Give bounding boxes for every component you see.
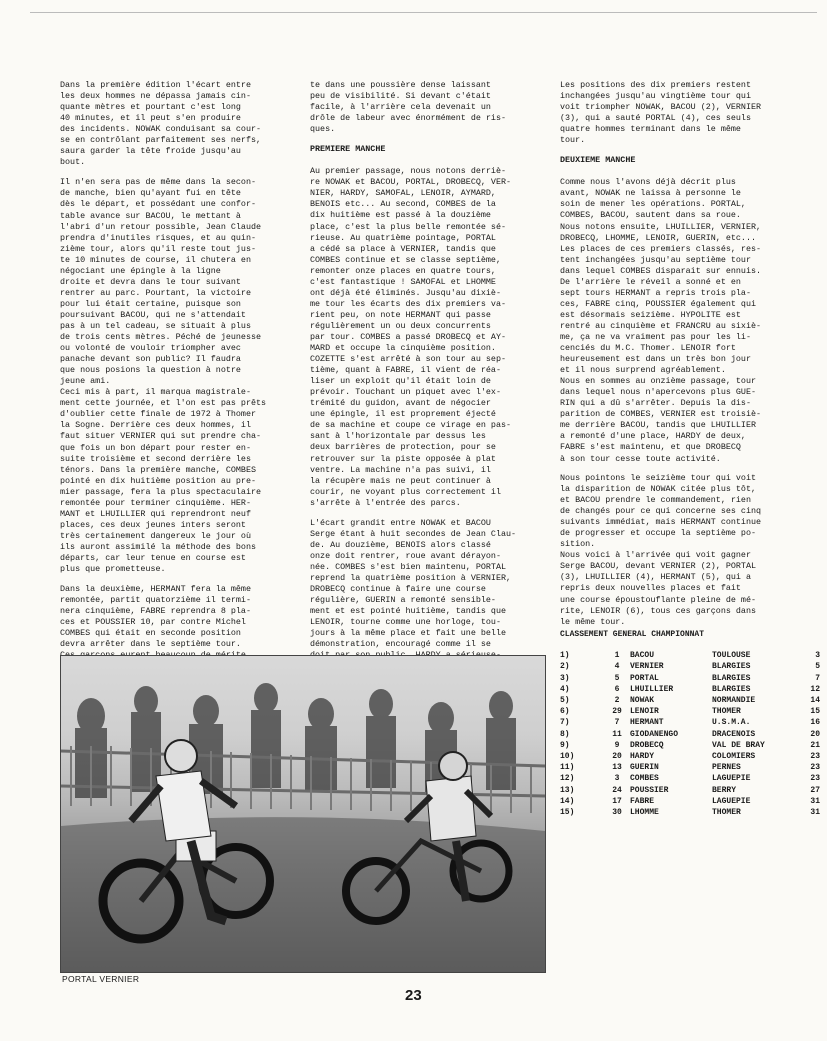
standings-bib-number: 2 xyxy=(614,696,620,706)
standings-rider-name: BACOU xyxy=(630,651,655,661)
standings-row xyxy=(560,661,820,672)
standings-rider-name: HERMANT xyxy=(630,718,664,728)
standings-points: 14 xyxy=(810,696,820,706)
standings-points: 23 xyxy=(810,763,820,773)
standings-row xyxy=(560,695,820,706)
standings-club-name: BERRY xyxy=(712,785,737,795)
standings-club-name: DRACENOIS xyxy=(712,729,756,739)
paragraph: Dans la deuxième, HERMANT fera la même remontée, partit quatorzième il termi- nera cinquième, FABRE reprendra 8 pla- ces et POUSSIER 10, par contre Michel COMBES qui était en seconde position devra arrêter dans le septième tour. xyxy=(60,584,251,650)
standings-bib-number: 30 xyxy=(612,808,622,818)
photo-caption: PORTAL VERNIER xyxy=(62,974,140,984)
standings-table xyxy=(560,650,820,818)
standings-rank: 8) xyxy=(560,729,570,739)
standings-row xyxy=(560,807,820,818)
standings-club-name: VAL DE BRAY xyxy=(712,740,765,750)
standings-points: 31 xyxy=(810,808,820,818)
standings-points: 23 xyxy=(810,752,820,762)
standings-row xyxy=(560,751,820,762)
article-column-3 xyxy=(560,80,810,627)
standings-rider-name: DROBECQ xyxy=(630,740,664,750)
article-column-2 xyxy=(310,80,545,692)
standings-row xyxy=(560,717,820,728)
standings-club-name: LAGUEPIE xyxy=(712,796,751,806)
standings-row xyxy=(560,796,820,807)
standings-row xyxy=(560,773,820,784)
standings-row xyxy=(560,785,820,796)
standings-row xyxy=(560,740,820,751)
standings-points: 12 xyxy=(810,684,820,694)
championship-standings xyxy=(560,629,820,818)
motocross-riders-image xyxy=(61,656,545,972)
standings-rider-name: HARDY xyxy=(630,752,655,762)
standings-rank: 4) xyxy=(560,684,570,694)
paragraph: Les positions des dix premiers restent inchangées jusqu'au vingtième tour qui voit triompher NOWAK, BACOU (2), VERNIER (3), qui a sauté PORTAL (4), ces seuls quatre hommes terminant dans le même tour. xyxy=(560,80,762,146)
standings-rank: 13) xyxy=(560,785,575,795)
standings-club-name: BLARGIES xyxy=(712,662,751,672)
standings-club-name: BLARGIES xyxy=(712,673,751,683)
paragraph: Au premier passage, nous notons derriè- re NOWAK et BACOU, PORTAL, DROBECQ, VER- NIER, HARDY, SAMOFAL, LENOIR, AYMARD, BENOIS etc... Au second, COMBES de la dix huitième est passé à la douzième place, c'est la plus belle remontée sé- rieuse. Au quatrième pointage, PORTAL a cédé sa place à VERNIER, tandis que COMBES continue et se classe septième, remonter onze places en quatre tours, c'est fantastique ! SAMOFAL et LHOMME ont déjà été éliminés. Jusqu'au dixiè- me tour les écarts des dix premiers va- rient peu, on note HERMANT qui passe régulièrement un ou deux concurrents par tour. COMBES a passé DROBECQ et AY- MARD et occupe la cinquième position. COZETTE s'est arrêté à son tour au sep- tième, quant à FABRE, il vient de réa- liser un exploit qu'il était loin de prévoir. Touchant un piquet avec l'ex- trémité du guidon, avant de négocier une épingle, il est proprement éjecté de sa machine et coupe ce virage en pas- sant à l'horizontale par dessus les deux barrières de protection, pour se retrouver sur la piste opposée à plat ventre. La machine n'a pas suivi, il la récupère mais ne peut continuer à courir, ne voyant plus correctement il s'arrête à l'entrée des parcs. xyxy=(310,166,512,508)
standings-rider-name: GUERIN xyxy=(630,763,659,773)
article-column-1 xyxy=(60,80,295,704)
standings-rider-name: NOWAK xyxy=(630,696,655,706)
standings-points: 15 xyxy=(810,707,820,717)
standings-bib-number: 1 xyxy=(614,651,620,661)
standings-points: 7 xyxy=(815,673,820,683)
standings-bib-number: 11 xyxy=(612,729,622,739)
standings-rank: 10) xyxy=(560,752,575,762)
standings-club-name: LAGUEPIE xyxy=(712,774,751,784)
standings-rank: 15) xyxy=(560,808,575,818)
standings-bib-number: 20 xyxy=(612,752,622,762)
standings-club-name: THOMER xyxy=(712,707,741,717)
standings-rank: 7) xyxy=(560,718,570,728)
standings-row xyxy=(560,673,820,684)
race-photo xyxy=(60,655,546,973)
paragraph: te dans une poussière dense laissant peu de visibilité. Si devant c'était facile, à l'arrière cela devenait un drôle de labeur avec énormément de ris- ques. xyxy=(310,80,507,135)
section-heading-deuxieme-manche: DEUXIEME MANCHE xyxy=(560,155,636,166)
standings-rider-name: POUSSIER xyxy=(630,785,669,795)
page-number: 23 xyxy=(405,987,422,1004)
standings-row xyxy=(560,729,820,740)
standings-rank: 1) xyxy=(560,651,570,661)
standings-rider-name: PORTAL xyxy=(630,673,659,683)
standings-rider-name: LHOMME xyxy=(630,808,659,818)
standings-points: 16 xyxy=(810,718,820,728)
standings-bib-number: 5 xyxy=(614,673,620,683)
standings-bib-number: 29 xyxy=(612,707,622,717)
standings-rank: 12) xyxy=(560,774,575,784)
standings-rank: 2) xyxy=(560,662,570,672)
standings-row xyxy=(560,650,820,661)
standings-rank: 6) xyxy=(560,707,570,717)
standings-rider-name: VERNIER xyxy=(630,662,664,672)
standings-points: 27 xyxy=(810,785,820,795)
standings-rank: 5) xyxy=(560,696,570,706)
standings-points: 23 xyxy=(810,774,820,784)
standings-rider-name: FABRE xyxy=(630,796,655,806)
standings-bib-number: 4 xyxy=(614,662,620,672)
paragraph: Nous pointons le seizième tour qui voit la disparition de NOWAK citée plus tôt, et BACOU prendre le commandement, rien de changés pour ce qui concerne ses cinq suivants immédiat, mais HERMANT continue de progresser et occupe la septième po- sition. Nous voici à l'arrivée qui voit gagner Serge BACOU, devant VERNIER (2), PORTAL (3), LHUILLIER (4), HERMANT (5), qui a repris deux nouvelles places et fait une course époustouflante pleine de mé- rite, LENOIR (6), tous ces garçons dans le même tour. xyxy=(560,473,762,627)
standings-bib-number: 13 xyxy=(612,763,622,773)
standings-rider-name: LENOIR xyxy=(630,707,659,717)
standings-rank: 3) xyxy=(560,673,570,683)
standings-club-name: TOULOUSE xyxy=(712,651,751,661)
standings-club-name: U.S.M.A. xyxy=(712,718,751,728)
standings-rank: 9) xyxy=(560,740,570,750)
paragraph: Il n'en sera pas de même dans la secon- de manche, bien qu'ayant fui en tête dès le départ, et possédant une confor- table avance sur BACOU, le mettant à l'abri d'un retour possible, Jean Claude prendra d'inutiles risques, et au quin- zième tour, alors qu'il reste tout jus- te 10 minutes de course, il chutera en négociant une épingle à la ligne droite et devra dans le tour suivant rentrer au parc. Pourtant, la victoire pour lui était certaine, puisque son poursuivant BACOU, qui ne s'attendait pas à un tel cadeau, se situait à plus de trois cents mètres. Péché de jeunesse ou volonté de vouloir triompher avec panache devant son public? Il faudra que nous posions la question à notre jeune ami. Ceci mis à part, il marqua magistrale- ment cette journée, et l'on est pas prêts d'oublier cette finale de 1972 à Thomer la Sogne. Derrière ces deux hommes, il faut situer VERNIER qui sut prendre cha- que fois un bon départ pour rester en- suite troisième et second derrière les ténors. Dans la première manche, COMBES pointé en dix huitième position au pre- mier passage, fera la plus spectaculaire remontée pour terminer cinquième. HER- MANT et LHUILLIER qui reprendront neuf places, ces deux jeunes inters seront très certainement dangereux le jour où ils auront assimilé la méthode des bons départs, car leur tenue en course est plus que prometteuse. xyxy=(60,177,267,575)
standings-points: 5 xyxy=(815,662,820,672)
standings-rank: 11) xyxy=(560,763,575,773)
standings-club-name: COLOMIERS xyxy=(712,752,756,762)
standings-club-name: PERNES xyxy=(712,763,741,773)
paragraph: L'écart grandit entre NOWAK et BACOU Serge étant à huit secondes de Jean Clau- de. Au douzième, BENOIS alors classé onze doit rentrer, roue avant dérayon- née. COMBES s'est bien maintenu, PORTAL reprend la quatrième position à VERNIER, DROBECQ continue à faire une course régulière, GUERIN a remonté sensible- ment et est pointé huitième, tandis que LENOIR, tourne comme une horloge, tou- jours à la même place et fait une belle démonstration, encouragé comme il se xyxy=(310,517,517,650)
standings-points: 21 xyxy=(810,740,820,750)
standings-points: 20 xyxy=(810,729,820,739)
standings-row xyxy=(560,762,820,773)
standings-bib-number: 9 xyxy=(614,740,620,750)
standings-rank: 14) xyxy=(560,796,575,806)
paragraph: Comme nous l'avons déjà décrit plus avant, NOWAK ne laissa à personne le soin de mener les opérations. PORTAL, COMBES, BACOU, sautent dans sa roue. Nous notons ensuite, LHUILLIER, VERNIER, DROBECQ, LHOMME, LENOIR, GUERIN, etc... Les places de ces premiers classés, res- tent inchangées jusqu'au septième tour dans lequel COMBES disparait sur ennuis. De l'arrière le réveil a sonné et en sept tours HERMANT a repris trois pla- ces, FABRE cinq, POUSSIER également qui est désormais seizième. HYPOLITE est rentré au cinquième et FRANCRU au sixiè- me, ça ne va vraiment pas pour les li- cenciés du M.C. Thomer. LENOIR fort heureusement est dans un très bon jour et il nous surprend agréablement. Nous en sommes au onzième passage, tour dans lequel nous n'apercevons plus GUE- RIN qui a dû s'arrêter. Depuis la dis- parition de COMBES, VERNIER est troisiè- me derrière BACOU, tandis que LHUILLIER a remonté d'une place, HARDY de deux, FABRE s'est maintenu, et que DROBECQ à son tour cesse toute activité. xyxy=(560,177,762,464)
standings-bib-number: 3 xyxy=(614,774,620,784)
section-heading-premiere-manche: PREMIERE MANCHE xyxy=(310,144,386,155)
standings-club-name: THOMER xyxy=(712,808,741,818)
standings-bib-number: 24 xyxy=(612,785,622,795)
standings-rider-name: COMBES xyxy=(630,774,659,784)
standings-bib-number: 17 xyxy=(612,796,622,806)
page-top-rule xyxy=(30,12,817,13)
standings-points: 3 xyxy=(815,651,820,661)
standings-bib-number: 6 xyxy=(614,684,620,694)
paragraph: Dans la première édition l'écart entre les deux hommes ne dépassa jamais cin- quante mètres et pourtant c'est long 40 minutes, et il peut s'en produire des incidents. NOWAK conduisant sa cour- se en contrôlant parfaitement ses nerfs, saura garder la tête froide jusqu'au bout. xyxy=(60,80,262,168)
standings-points: 31 xyxy=(810,796,820,806)
standings-title: CLASSEMENT GENERAL CHAMPIONNAT xyxy=(560,630,705,639)
standings-club-name: NORMANDIE xyxy=(712,696,756,706)
standings-club-name: BLARGIES xyxy=(712,684,751,694)
standings-rider-name: LHUILLIER xyxy=(630,684,674,694)
standings-bib-number: 7 xyxy=(614,718,620,728)
standings-row xyxy=(560,684,820,695)
standings-rider-name: GIODANENGO xyxy=(630,729,679,739)
standings-row xyxy=(560,706,820,717)
